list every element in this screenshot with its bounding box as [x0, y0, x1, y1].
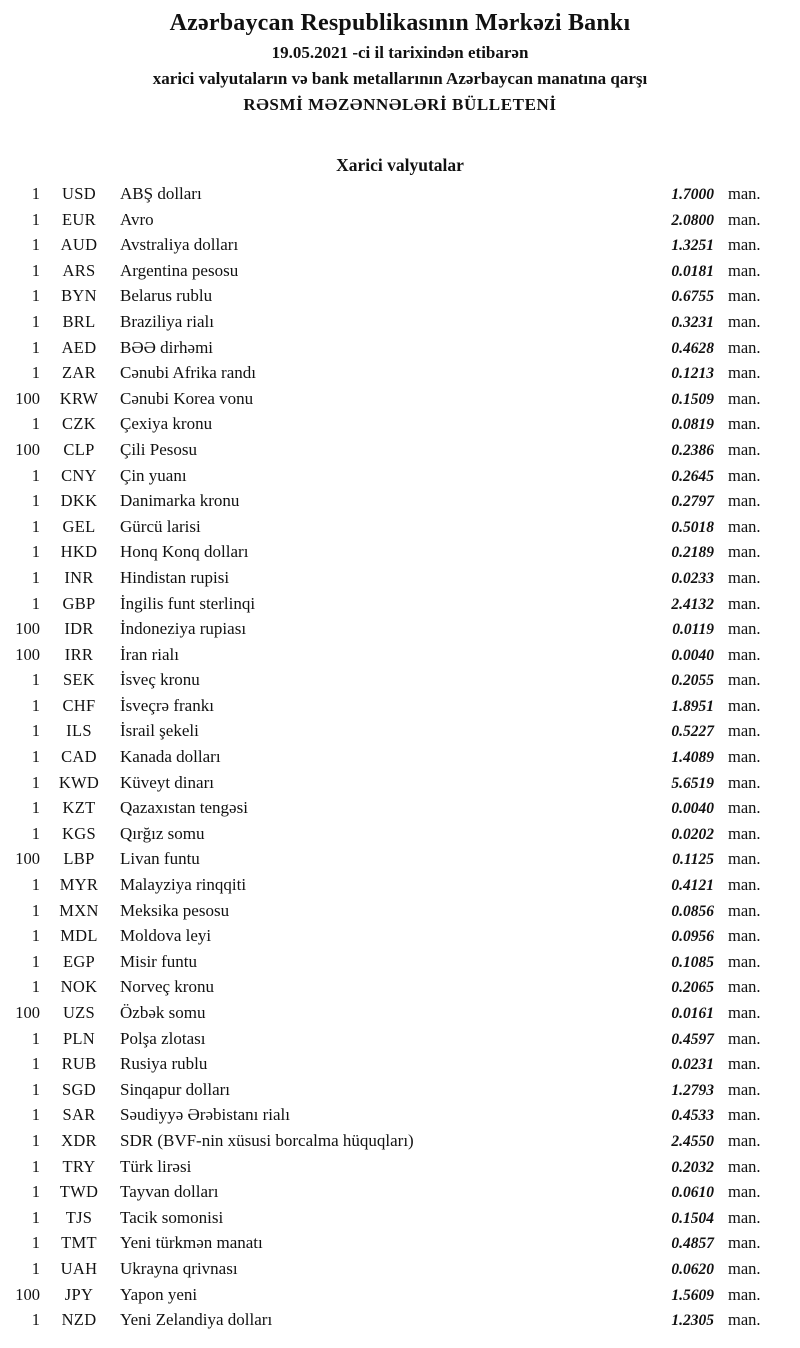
bank-title: Azərbaycan Respublikasının Mərkəzi Bankı — [169, 10, 631, 36]
quantity-cell: 1 — [31, 721, 40, 741]
currency-code-cell: MYR — [59, 875, 99, 895]
currency-name-cell: Avstraliya dolları — [120, 235, 239, 255]
rate-value-cell: 0.2055 — [671, 672, 714, 690]
currency-code-cell: IDR — [64, 619, 94, 639]
currency-name-cell: Tayvan dolları — [120, 1182, 219, 1202]
currency-name-cell: Tacik somonisi — [120, 1207, 224, 1227]
currency-code-cell: JPY — [64, 1284, 94, 1304]
rate-value-cell: 0.0181 — [671, 262, 714, 280]
currency-code-cell: CZK — [62, 414, 96, 434]
rate-row — [0, 696, 800, 722]
unit-cell: man. — [728, 619, 761, 639]
rate-row — [0, 875, 800, 901]
unit-cell: man. — [728, 926, 761, 946]
currency-code-cell: DKK — [60, 491, 98, 511]
currency-name-cell: Argentina pesosu — [120, 260, 239, 280]
quantity-cell: 1 — [31, 875, 40, 895]
section-title-foreign-currencies: Xarici valyutalar — [336, 155, 464, 175]
rate-value-cell: 0.2645 — [671, 467, 714, 485]
rate-value-cell: 0.1509 — [671, 390, 714, 408]
rate-row — [0, 645, 800, 671]
rate-value-cell: 0.2032 — [671, 1158, 714, 1176]
currency-name-cell: İngilis funt sterlinqi — [120, 593, 256, 613]
unit-cell: man. — [728, 235, 761, 255]
currency-name-cell: Rusiya rublu — [120, 1054, 208, 1074]
rate-value-cell: 0.0161 — [671, 1005, 714, 1022]
currency-code-cell: BRL — [62, 311, 96, 331]
rate-row — [0, 1157, 800, 1183]
quantity-cell: 1 — [31, 1130, 40, 1150]
unit-cell: man. — [728, 1156, 761, 1176]
rate-row — [0, 1182, 800, 1208]
currency-code-cell: SEK — [62, 670, 96, 690]
rate-row — [0, 901, 800, 927]
quantity-cell: 1 — [31, 1054, 40, 1074]
currency-code-cell: AED — [61, 337, 97, 357]
rate-value-cell: 0.0856 — [671, 902, 714, 920]
rate-value-cell: 0.0119 — [672, 621, 714, 639]
quantity-cell: 1 — [31, 798, 40, 818]
unit-cell: man. — [728, 414, 761, 434]
quantity-cell: 1 — [31, 977, 40, 997]
currency-code-cell: RUB — [61, 1054, 97, 1074]
rates-table — [0, 184, 800, 1336]
currency-name-cell: İran rialı — [120, 644, 179, 664]
rate-value-cell: 0.4597 — [671, 1030, 714, 1048]
currency-name-cell: Misir funtu — [120, 951, 197, 971]
currency-name-cell: Gürcü larisi — [120, 516, 201, 536]
unit-cell: man. — [728, 695, 761, 715]
rate-row — [0, 235, 800, 261]
rate-row — [0, 491, 800, 517]
rate-row — [0, 977, 800, 1003]
currency-code-cell: SGD — [62, 1079, 96, 1099]
rate-value-cell: 1.3251 — [671, 237, 714, 255]
rate-value-cell: 0.4628 — [671, 339, 714, 357]
rate-value-cell: 0.3231 — [671, 313, 714, 331]
rate-value-cell: 0.4857 — [671, 1235, 714, 1253]
unit-cell: man. — [728, 465, 761, 485]
quantity-cell: 1 — [31, 516, 40, 536]
unit-cell: man. — [728, 1284, 761, 1304]
rate-value-cell: 1.2305 — [671, 1312, 714, 1330]
rate-row — [0, 1208, 800, 1234]
currency-code-cell: GBP — [62, 593, 96, 613]
rate-value-cell: 0.2797 — [671, 493, 714, 511]
rate-value-cell: 0.0040 — [671, 800, 714, 818]
currency-code-cell: CLP — [63, 439, 95, 459]
rate-value-cell: 0.4121 — [671, 877, 714, 895]
rate-row — [0, 184, 800, 210]
rate-row — [0, 568, 800, 594]
currency-code-cell: INR — [64, 567, 94, 587]
currency-name-cell: İndoneziya rupiası — [120, 619, 247, 639]
rate-row — [0, 466, 800, 492]
unit-cell: man. — [728, 670, 761, 690]
quantity-cell: 1 — [31, 311, 40, 331]
quantity-cell: 100 — [15, 619, 40, 639]
currency-code-cell: KGS — [62, 823, 96, 843]
currency-code-cell: HKD — [60, 542, 98, 562]
unit-cell: man. — [728, 644, 761, 664]
unit-cell: man. — [728, 1130, 761, 1150]
currency-code-cell: TWD — [59, 1182, 99, 1202]
currency-code-cell: CNY — [61, 465, 97, 485]
currency-name-cell: Yeni Zelandiya dolları — [120, 1310, 273, 1330]
quantity-cell: 1 — [31, 235, 40, 255]
rate-row — [0, 363, 800, 389]
currency-name-cell: Yapon yeni — [120, 1284, 198, 1304]
currency-name-cell: Küveyt dinarı — [120, 772, 214, 792]
quantity-cell: 1 — [31, 260, 40, 280]
quantity-cell: 1 — [31, 1105, 40, 1125]
currency-code-cell: KZT — [62, 798, 96, 818]
quantity-cell: 100 — [15, 439, 40, 459]
quantity-cell: 1 — [31, 695, 40, 715]
rate-value-cell: 0.2189 — [671, 544, 714, 562]
rate-value-cell: 0.1085 — [671, 953, 714, 971]
currency-code-cell: XDR — [61, 1130, 97, 1150]
quantity-cell: 100 — [15, 1284, 40, 1304]
currency-name-cell: Meksika pesosu — [120, 900, 230, 920]
quantity-cell: 1 — [31, 900, 40, 920]
currency-code-cell: MXN — [59, 900, 99, 920]
currency-code-cell: IRR — [64, 644, 94, 664]
rate-row — [0, 1029, 800, 1055]
rate-row — [0, 824, 800, 850]
currency-code-cell: CHF — [62, 695, 96, 715]
rate-row — [0, 542, 800, 568]
rate-row — [0, 261, 800, 287]
currency-code-cell: KWD — [58, 772, 100, 792]
quantity-cell: 1 — [31, 363, 40, 383]
rate-row — [0, 1310, 800, 1336]
unit-cell: man. — [728, 1003, 761, 1022]
rate-value-cell: 0.0233 — [671, 569, 714, 587]
quantity-cell: 1 — [31, 542, 40, 562]
rate-row — [0, 312, 800, 338]
quantity-cell: 1 — [31, 823, 40, 843]
rate-value-cell: 0.0819 — [671, 416, 714, 434]
bulletin-title: RƏSMİ MƏZƏNNƏLƏRİ BÜLLETENİ — [243, 95, 557, 114]
currency-name-cell: Sinqapur dolları — [120, 1079, 231, 1099]
rate-row — [0, 747, 800, 773]
currency-name-cell: Qazaxıstan tengəsi — [120, 798, 248, 818]
currency-code-cell: TRY — [62, 1156, 96, 1176]
rate-row — [0, 849, 800, 875]
unit-cell: man. — [728, 747, 761, 767]
quantity-cell: 1 — [31, 465, 40, 485]
unit-cell: man. — [728, 542, 761, 562]
rate-row — [0, 952, 800, 978]
rate-row — [0, 414, 800, 440]
unit-cell: man. — [728, 721, 761, 741]
currency-name-cell: Ukrayna qrivnası — [120, 1258, 238, 1278]
quantity-cell: 100 — [15, 388, 40, 408]
unit-cell: man. — [728, 593, 761, 613]
currency-code-cell: ILS — [66, 721, 92, 741]
currency-name-cell: İsveç kronu — [120, 670, 200, 690]
rate-value-cell: 0.4533 — [671, 1107, 714, 1125]
rate-row — [0, 1054, 800, 1080]
rate-row — [0, 440, 800, 466]
currency-code-cell: BYN — [61, 286, 97, 306]
rate-value-cell: 2.0800 — [671, 211, 714, 229]
rate-value-cell: 0.1504 — [671, 1209, 714, 1227]
unit-cell: man. — [728, 951, 761, 971]
unit-cell: man. — [728, 363, 761, 383]
unit-cell: man. — [728, 516, 761, 536]
quantity-cell: 1 — [31, 1079, 40, 1099]
currency-code-cell: KRW — [59, 388, 99, 408]
unit-cell: man. — [728, 184, 761, 203]
currency-name-cell: Belarus rublu — [120, 286, 213, 306]
rate-row — [0, 594, 800, 620]
effective-date-line: 19.05.2021 -ci il tarixindən etibarən — [271, 43, 529, 62]
rate-value-cell: 1.5609 — [671, 1286, 714, 1304]
rate-value-cell: 0.5018 — [671, 518, 714, 536]
rate-row — [0, 1003, 800, 1029]
quantity-cell: 1 — [31, 491, 40, 511]
currency-name-cell: Norveç kronu — [120, 977, 214, 997]
quantity-cell: 1 — [31, 670, 40, 690]
unit-cell: man. — [728, 567, 761, 587]
rate-value-cell: 0.2065 — [671, 979, 714, 997]
rate-value-cell: 1.4089 — [671, 749, 714, 767]
rate-value-cell: 0.0202 — [671, 825, 714, 843]
quantity-cell: 1 — [31, 567, 40, 587]
currency-code-cell: USD — [62, 184, 96, 203]
currency-name-cell: Malayziya rinqqiti — [120, 875, 247, 895]
currency-code-cell: ZAR — [62, 363, 96, 383]
unit-cell: man. — [728, 209, 761, 229]
currency-name-cell: Hindistan rupisi — [120, 567, 230, 587]
currency-code-cell: NZD — [61, 1310, 97, 1330]
currency-code-cell: UAH — [60, 1258, 98, 1278]
currency-name-cell: Livan funtu — [120, 849, 200, 869]
rate-row — [0, 517, 800, 543]
quantity-cell: 1 — [31, 286, 40, 306]
quantity-cell: 1 — [31, 772, 40, 792]
rate-row — [0, 1131, 800, 1157]
currency-name-cell: Honq Konq dolları — [120, 542, 249, 562]
currency-code-cell: CAD — [61, 747, 97, 767]
currency-name-cell: Cənubi Afrika randı — [120, 363, 256, 383]
currency-code-cell: UZS — [62, 1003, 96, 1022]
currency-code-cell: EUR — [62, 209, 96, 229]
currency-name-cell: Çin yuanı — [120, 465, 187, 485]
currency-name-cell: Özbək somu — [120, 1003, 206, 1022]
rate-value-cell: 0.0610 — [671, 1184, 714, 1202]
rate-row — [0, 286, 800, 312]
unit-cell: man. — [728, 1258, 761, 1278]
currency-name-cell: Kanada dolları — [120, 747, 221, 767]
rate-row — [0, 1105, 800, 1131]
rate-value-cell: 0.0956 — [671, 928, 714, 946]
rate-row — [0, 210, 800, 236]
rate-row — [0, 670, 800, 696]
unit-cell: man. — [728, 1054, 761, 1074]
currency-name-cell: İsrail şekeli — [120, 721, 199, 741]
rate-row — [0, 1285, 800, 1311]
rate-value-cell: 0.0620 — [671, 1260, 714, 1278]
currency-name-cell: Qırğız somu — [120, 823, 205, 843]
rate-value-cell: 0.1213 — [671, 365, 714, 383]
currency-name-cell: Çili Pesosu — [120, 439, 197, 459]
currency-code-cell: LBP — [63, 849, 95, 869]
quantity-cell: 1 — [31, 1233, 40, 1253]
currency-name-cell: İsveçrə frankı — [120, 695, 214, 715]
quantity-cell: 1 — [31, 1310, 40, 1330]
quantity-cell: 1 — [31, 1258, 40, 1278]
unit-cell: man. — [728, 823, 761, 843]
rate-value-cell: 0.2386 — [671, 441, 714, 459]
rate-row — [0, 1080, 800, 1106]
currency-code-cell: TJS — [65, 1207, 93, 1227]
quantity-cell: 100 — [15, 849, 40, 869]
unit-cell: man. — [728, 772, 761, 792]
unit-cell: man. — [728, 286, 761, 306]
quantity-cell: 1 — [31, 209, 40, 229]
rate-row — [0, 338, 800, 364]
currency-code-cell: MDL — [60, 926, 98, 946]
rate-value-cell: 0.0040 — [671, 646, 714, 664]
currency-name-cell: Cənubi Korea vonu — [120, 388, 254, 408]
rate-value-cell: 1.7000 — [671, 186, 714, 203]
currency-name-cell: Moldova leyi — [120, 926, 212, 946]
rate-row — [0, 389, 800, 415]
quantity-cell: 1 — [31, 184, 40, 203]
currency-code-cell: SAR — [62, 1105, 96, 1125]
quantity-cell: 1 — [31, 747, 40, 767]
rate-row — [0, 721, 800, 747]
rate-value-cell: 1.8951 — [671, 697, 714, 715]
unit-cell: man. — [728, 1028, 761, 1048]
rate-row — [0, 773, 800, 799]
currency-name-cell: Polşa zlotası — [120, 1028, 206, 1048]
unit-cell: man. — [728, 977, 761, 997]
rate-value-cell: 0.5227 — [671, 723, 714, 741]
quantity-cell: 100 — [15, 644, 40, 664]
quantity-cell: 1 — [31, 414, 40, 434]
currency-code-cell: EGP — [62, 951, 96, 971]
quantity-cell: 1 — [31, 926, 40, 946]
quantity-cell: 1 — [31, 337, 40, 357]
quantity-cell: 1 — [31, 1156, 40, 1176]
unit-cell: man. — [728, 1182, 761, 1202]
currency-name-cell: Danimarka kronu — [120, 491, 240, 511]
quantity-cell: 1 — [31, 1028, 40, 1048]
unit-cell: man. — [728, 849, 761, 869]
unit-cell: man. — [728, 311, 761, 331]
rate-value-cell: 2.4132 — [671, 595, 714, 613]
rate-row — [0, 619, 800, 645]
unit-cell: man. — [728, 388, 761, 408]
currency-name-cell: BƏƏ dirhəmi — [120, 337, 214, 357]
quantity-cell: 1 — [31, 1207, 40, 1227]
rate-value-cell: 1.2793 — [671, 1081, 714, 1099]
quantity-cell: 1 — [31, 951, 40, 971]
currency-name-cell: Türk lirəsi — [120, 1156, 192, 1176]
currency-code-cell: PLN — [62, 1028, 96, 1048]
quantity-cell: 100 — [15, 1003, 40, 1022]
unit-cell: man. — [728, 875, 761, 895]
unit-cell: man. — [728, 798, 761, 818]
unit-cell: man. — [728, 260, 761, 280]
unit-cell: man. — [728, 1310, 761, 1330]
rate-value-cell: 0.1125 — [672, 851, 714, 869]
rate-value-cell: 5.6519 — [671, 774, 714, 792]
quantity-cell: 1 — [31, 1182, 40, 1202]
unit-cell: man. — [728, 900, 761, 920]
unit-cell: man. — [728, 1079, 761, 1099]
unit-cell: man. — [728, 1105, 761, 1125]
rate-row — [0, 798, 800, 824]
currency-code-cell: ARS — [62, 260, 96, 280]
rate-value-cell: 0.0231 — [671, 1056, 714, 1074]
currency-code-cell: NOK — [60, 977, 98, 997]
currency-name-cell: SDR (BVF-nin xüsusi borcalma hüquqları) — [120, 1130, 414, 1150]
currency-name-cell: Yeni türkmən manatı — [120, 1233, 263, 1253]
currency-name-cell: Səudiyyə Ərəbistanı rialı — [120, 1105, 290, 1125]
currency-name-cell: Çexiya kronu — [120, 414, 213, 434]
unit-cell: man. — [728, 1207, 761, 1227]
unit-cell: man. — [728, 337, 761, 357]
currency-name-cell: Braziliya rialı — [120, 311, 214, 331]
bulletin-header — [0, 0, 800, 115]
currency-name-cell: ABŞ dolları — [120, 184, 202, 203]
currency-code-cell: GEL — [62, 516, 96, 536]
currency-code-cell: AUD — [60, 235, 98, 255]
quantity-cell: 1 — [31, 593, 40, 613]
rate-row — [0, 926, 800, 952]
rate-value-cell: 2.4550 — [671, 1132, 714, 1150]
rate-row — [0, 1259, 800, 1285]
rate-row — [0, 1233, 800, 1259]
unit-cell: man. — [728, 1233, 761, 1253]
subject-line: xarici valyutaların və bank metallarının Azərbaycan manatına qarşı — [152, 69, 648, 88]
unit-cell: man. — [728, 439, 761, 459]
rate-value-cell: 0.6755 — [671, 288, 714, 306]
currency-code-cell: TMT — [61, 1233, 97, 1253]
currency-name-cell: Avro — [120, 209, 154, 229]
unit-cell: man. — [728, 491, 761, 511]
